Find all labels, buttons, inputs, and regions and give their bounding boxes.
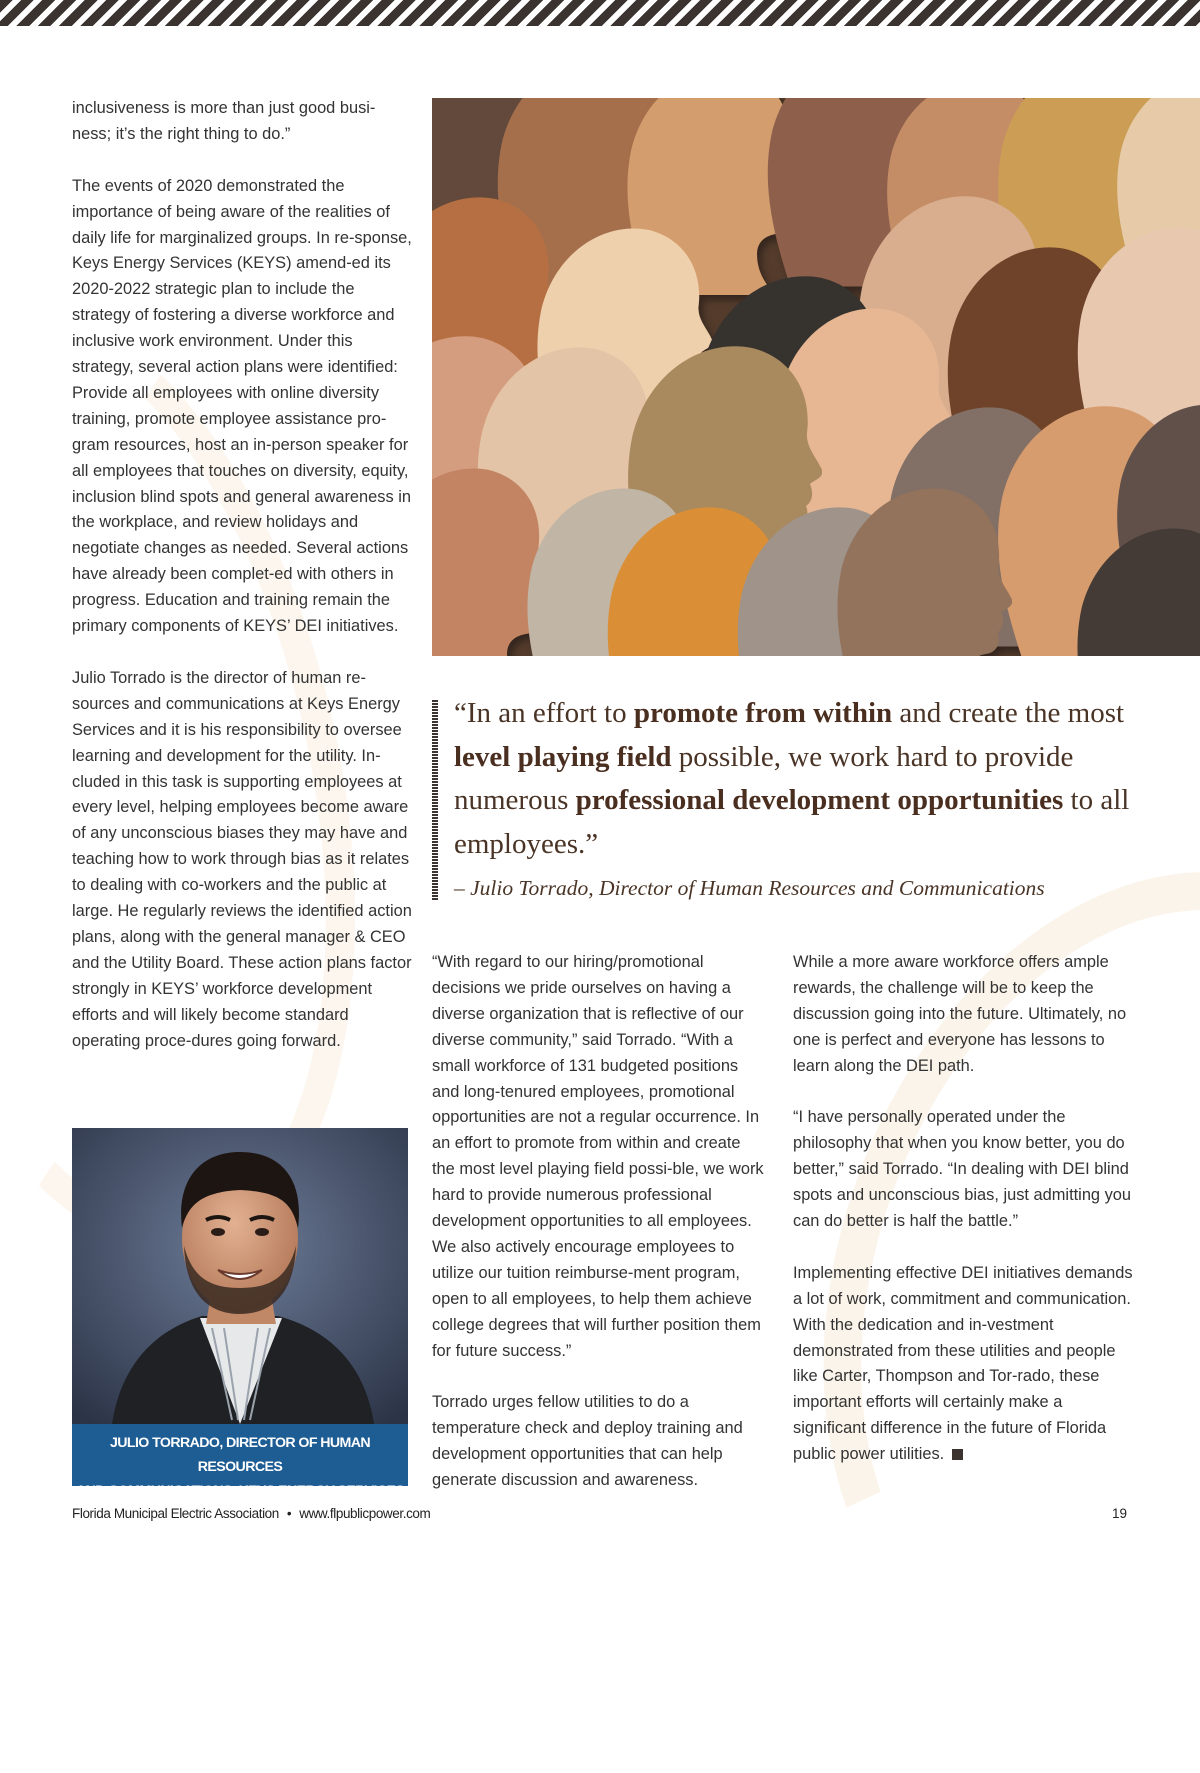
paragraph: “I have personally operated under the philosophy that when you know better, you do better,” said Torrado. “In dealing with DEI blind spots and unconscious bias, just admitting you can do better is half the battle.” [793, 1108, 1132, 1231]
quote-segment: to all employees.” [454, 784, 1130, 860]
quote-emphasis: professional development opportunities [575, 784, 1064, 816]
julio-torrado-portrait-photo [72, 1128, 408, 1424]
quote-emphasis: level playing field [454, 740, 672, 773]
caption-line: AND COMMUNICATIONS, KEYS ENERGY SERVICES [75, 1483, 405, 1499]
top-stripe-border [0, 0, 1200, 26]
paragraph: Torrado urges fellow utilities to do a temperature check and deploy training and development opportunities that can help generate discussion and awareness. [432, 1393, 743, 1490]
caption-line: JULIO TORRADO, DIRECTOR OF HUMAN RESOURCES [109, 1435, 371, 1475]
page-number: 19 [1112, 1506, 1128, 1521]
footer-org-name: Florida Municipal Electric Association [72, 1506, 279, 1521]
pull-quote [454, 692, 1154, 901]
quote-segment: “In an effort to [454, 697, 634, 729]
paragraph: The events of 2020 demonstrated the importance of being aware of the realities of daily life for marginalized groups. In re-sponse, Keys Energy Services (KEYS) amend-ed its 2020-2022 strategic plan to include the strategy of fostering a diverse workforce and inclusive work environment. Under this strategy, several action plans were identified: Provide all employees with online diversity training, promote employee assistance pro-gram resources, host an in-person speaker for all employees that touches on diversity, equity, inclusion blind spots and general awareness in the workplace, and review holidays and negotiate changes as needed. Several actions have already been complet-ed with others in progress. Education and training remain the primary components of KEYS’ DEI initiatives. [72, 176, 412, 636]
pull-quote-text [454, 692, 1154, 866]
page-footer [72, 1506, 430, 1521]
quote-segment: and create the most [892, 697, 1125, 729]
end-of-article-mark [952, 1449, 963, 1460]
article-column-1 [72, 96, 412, 1055]
paragraph-text: Implementing effective DEI initiatives demands a lot of work, commitment and communication. With the dedication and in-vestment demonstrated from these utilities and people like Carter, Thompson and Tor-rado, these important efforts will certainly make a significant difference in the future of Florida public power utilities. [793, 1263, 1133, 1464]
paper-heads-collage-image [432, 98, 1200, 656]
footer-website-link[interactable]: www.flpublicpower.com [299, 1506, 431, 1521]
article-column-3 [793, 950, 1133, 1468]
photo-caption [72, 1424, 408, 1499]
paragraph-final [793, 1261, 1133, 1468]
quote-segment: possible, we work hard to provide numerous [454, 740, 1074, 816]
pull-quote-attribution: – Julio Torrado, Director of Human Resources and Communications [454, 876, 1045, 900]
footer-separator: • [286, 1506, 292, 1521]
paragraph: While a more aware workforce offers ample rewards, the challenge will be to keep the discussion going into the future. Ultimately, no one is perfect and everyone has lessons to learn along the DEI path. [793, 953, 1127, 1075]
paragraph: Julio Torrado is the director of human re-sources and communications at Keys Energy Services and it is his responsibility to oversee learning and development for the utility. In-cluded in this task is supporting employees at every level, helping employees become aware of any unconscious biases they may have and teaching how to work through bias as it relates to dealing with co-workers and the public at large. He regularly reviews the identified action plans, along with the general manager & CEO and the Utility Board. These action plans factor strongly in KEYS’ workforce development efforts and will likely become standard operating proce-dures going forward. [72, 668, 412, 1050]
quote-emphasis: promote from within [633, 697, 893, 729]
quote-decorative-bar [432, 700, 438, 900]
paragraph: “With regard to our hiring/promotional decisions we pride ourselves on having a diverse organization that is reflective of our diverse community,” said Torrado. “With a small workforce of 131 budgeted positions and long-tenured employees, promotional opportunities are not a regular occurrence. In an effort to promote from within and create the most level playing field possi-ble, we work hard to provide numerous professional development opportunities to all employees. We also actively encourage employees to utilize our tuition reimburse-ment program, open to all employees, to help them achieve college degrees that will further position them for future success.” [432, 953, 764, 1360]
article-column-2 [432, 950, 767, 1494]
paragraph: inclusiveness is more than just good busi-ness; it’s the right thing to do.” [72, 99, 376, 143]
